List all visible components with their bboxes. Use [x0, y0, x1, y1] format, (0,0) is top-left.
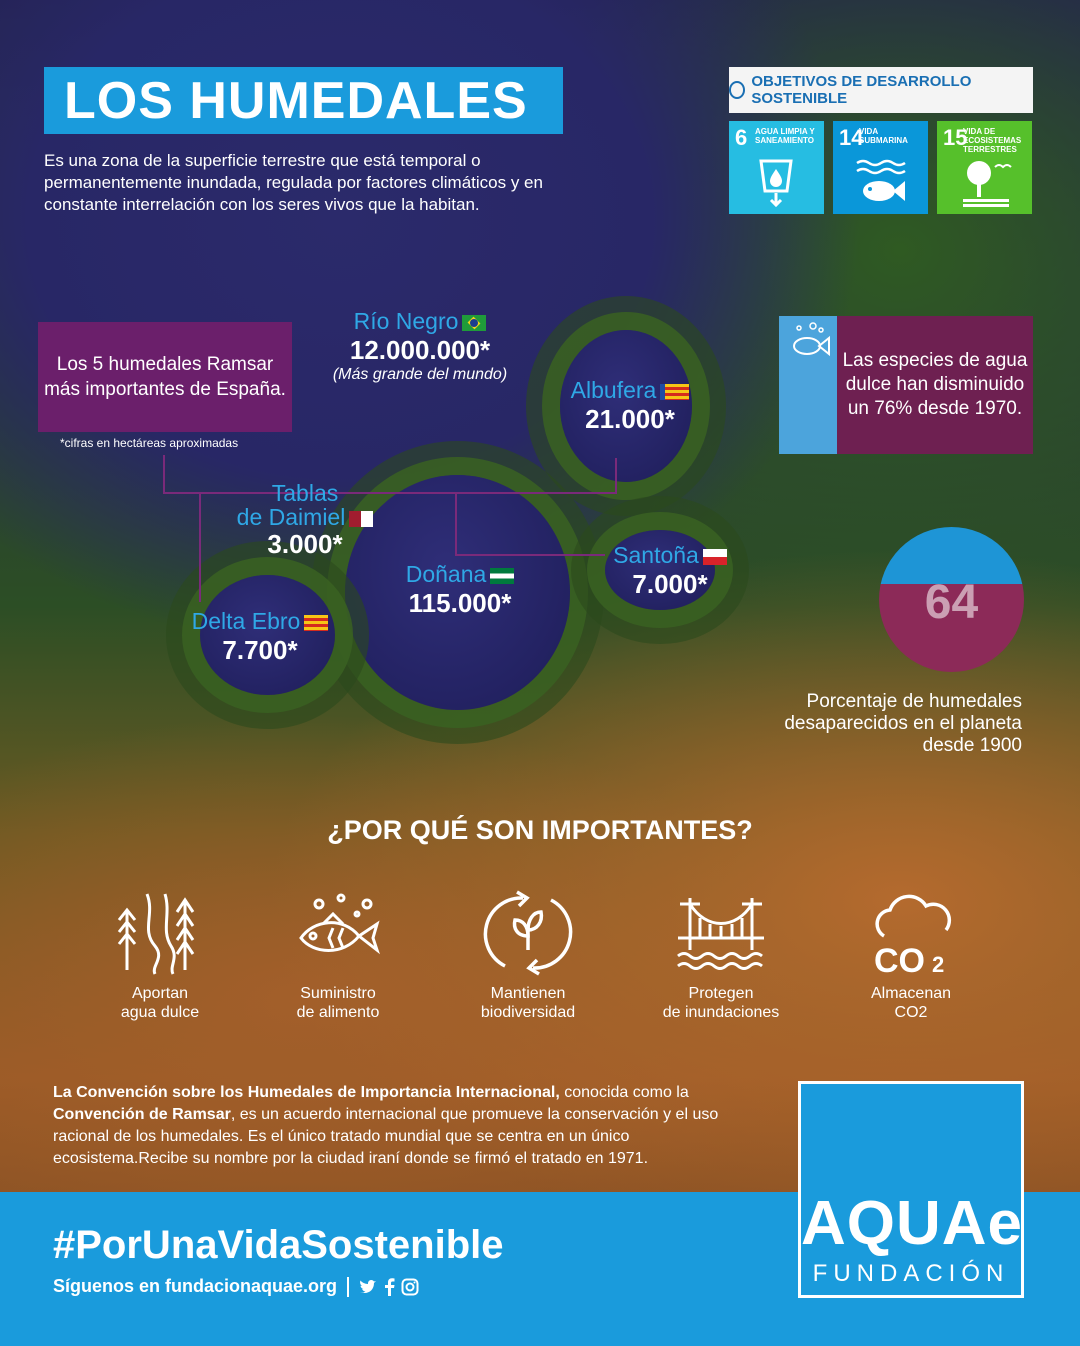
- sdg-number: 6: [735, 125, 748, 150]
- wetland-value: 115.000*: [408, 588, 512, 618]
- sdg-label: AGUA LIMPIA Y SANEAMIENTO: [755, 127, 815, 145]
- ramsar-bold: La Convención sobre los Humedales de Importancia Internacional,: [53, 1084, 560, 1101]
- sdg-number: 15: [943, 125, 968, 150]
- feature-food: [258, 890, 418, 1022]
- wetland-name: Delta Ebro: [191, 608, 301, 634]
- logo-main-text: AQUAe: [801, 1189, 1024, 1258]
- wetland-delta-ebro: [185, 608, 335, 666]
- feature-label: Mantienen: [490, 985, 566, 1002]
- connector-line: [199, 492, 201, 602]
- page-title: LOS HUMEDALES: [64, 72, 528, 130]
- water-drop-icon: [751, 157, 801, 207]
- wetland-value: 7.000*: [632, 569, 708, 599]
- svg-text:CO: CO: [874, 942, 925, 976]
- sdg-goal-6: [729, 121, 824, 214]
- aquae-logo: [798, 1081, 1024, 1298]
- feature-label: Suministro: [300, 985, 376, 1002]
- ramsar-bold: Convención de Ramsar: [53, 1106, 231, 1123]
- bridge-icon: [676, 890, 766, 976]
- ramsar-convention-text: [53, 1082, 753, 1170]
- andalucia-flag-icon: [490, 568, 514, 584]
- plant-cycle-icon: [483, 890, 573, 976]
- follow-line: [53, 1276, 419, 1297]
- wetland-value: 7.700*: [222, 635, 298, 665]
- sdg-label: VIDA DE ECOSISTEMAS TERRESTRES: [963, 127, 1022, 154]
- wetland-santona: [600, 542, 740, 600]
- tree-icon: [959, 157, 1013, 207]
- wetland-albufera: [565, 377, 695, 435]
- feature-label: de inundaciones: [662, 1004, 780, 1021]
- feature-label: de alimento: [296, 1004, 380, 1021]
- website-link[interactable]: Síguenos en fundacionaquae.org: [53, 1276, 338, 1296]
- wetland-value: 3.000*: [267, 529, 343, 559]
- connector-line: [455, 492, 457, 555]
- sdg-number: 14: [839, 125, 864, 150]
- facebook-icon[interactable]: [383, 1278, 395, 1296]
- hectares-note: *cifras en hectáreas aproximadas: [60, 436, 239, 450]
- feature-label: Aportan: [131, 985, 189, 1002]
- feature-flood-protection: [641, 890, 801, 1022]
- species-box: [779, 316, 1033, 454]
- wetland-name: Santoña: [613, 542, 699, 568]
- intro-text: Es una zona de la superficie terrestre que está temporal o permanentemente inundada, regulada por factores climáticos y en constante interrelación con los seres vivos que la habitan.: [44, 151, 543, 214]
- connector-line: [455, 554, 605, 556]
- fish-icon: [855, 157, 909, 207]
- cantabria-flag-icon: [703, 549, 727, 565]
- ramsar-text: conocida como la: [559, 1084, 689, 1101]
- pie-caption: Porcentaje de humedales desaparecidos en el planeta desde 1900: [784, 691, 1022, 756]
- feature-fresh-water: [80, 890, 240, 1022]
- ramsar-box-text: Los 5 humedales Ramsar más importantes de España.: [44, 354, 286, 400]
- feature-label: Protegen: [688, 985, 754, 1002]
- wetland-donana: [390, 561, 530, 619]
- wetland-name: Tablas: [271, 480, 339, 506]
- wetland-name: de Daimiel: [236, 504, 346, 530]
- species-text: Las especies de agua dulce han disminuido un 76% desde 1970.: [842, 350, 1028, 419]
- catalonia-flag-icon: [304, 615, 328, 631]
- feature-biodiversity: [448, 890, 608, 1022]
- hashtag: #PorUnaVidaSostenible: [53, 1223, 504, 1267]
- feature-label: Almacenan: [870, 985, 952, 1002]
- feature-label: agua dulce: [120, 1004, 200, 1021]
- sdg-goal-15: [937, 121, 1032, 214]
- pie-value: 64: [924, 576, 979, 629]
- wetland-rio-negro: [310, 308, 530, 384]
- wetland-name: Río Negro: [353, 308, 459, 334]
- un-logo-icon: [729, 81, 745, 99]
- ramsar-text: , es un acuerdo internacional que promueve la conservación y el uso racional de los humedales. Es el único tratado mundial que se centra en un único ecosistema.Recibe su nombre por la ciudad iraní donde se firmó el tratado en 1971.: [53, 1106, 719, 1167]
- wetland-name: Doñana: [405, 561, 487, 587]
- species-accent: [779, 316, 837, 454]
- sdg-header-label: OBJETIVOS DE DESARROLLO SOSTENIBLE: [751, 73, 972, 107]
- feature-co2: [831, 890, 991, 1022]
- sdg-goal-14: [833, 121, 928, 214]
- wetland-value: 12.000.000*: [349, 335, 491, 365]
- sdg-header: [729, 67, 1033, 113]
- divider: [347, 1277, 349, 1297]
- logo-sub-text: FUNDACIÓN: [812, 1260, 1010, 1287]
- fish-icon: [783, 320, 833, 364]
- brazil-flag-icon: [462, 315, 486, 331]
- feature-label: biodiversidad: [480, 1004, 576, 1021]
- co2-cloud-icon: [866, 890, 956, 976]
- wetland-loss-pie: [879, 527, 1024, 672]
- title-banner: [44, 67, 563, 134]
- twitter-icon[interactable]: [359, 1279, 377, 1295]
- sdg-label: VIDA SUBMARINA: [859, 127, 908, 145]
- why-important-title: ¿POR QUÉ SON IMPORTANTES?: [327, 815, 753, 845]
- wetland-tablas-daimiel: [225, 481, 385, 559]
- wetland-name: Albufera: [570, 377, 657, 403]
- trees-river-icon: [115, 890, 205, 976]
- svg-text:2: 2: [932, 952, 945, 976]
- valencia-flag-icon: [660, 384, 689, 400]
- connector-line: [615, 458, 617, 494]
- castilla-la-mancha-flag-icon: [349, 511, 373, 527]
- wetland-value: 21.000*: [585, 404, 675, 434]
- ramsar-box: [38, 322, 292, 432]
- instagram-icon[interactable]: [401, 1278, 419, 1296]
- feature-label: CO2: [894, 1004, 928, 1021]
- wetland-subtitle: (Más grande del mundo): [332, 366, 508, 383]
- connector-line: [163, 455, 165, 493]
- fish-icon: [293, 890, 383, 976]
